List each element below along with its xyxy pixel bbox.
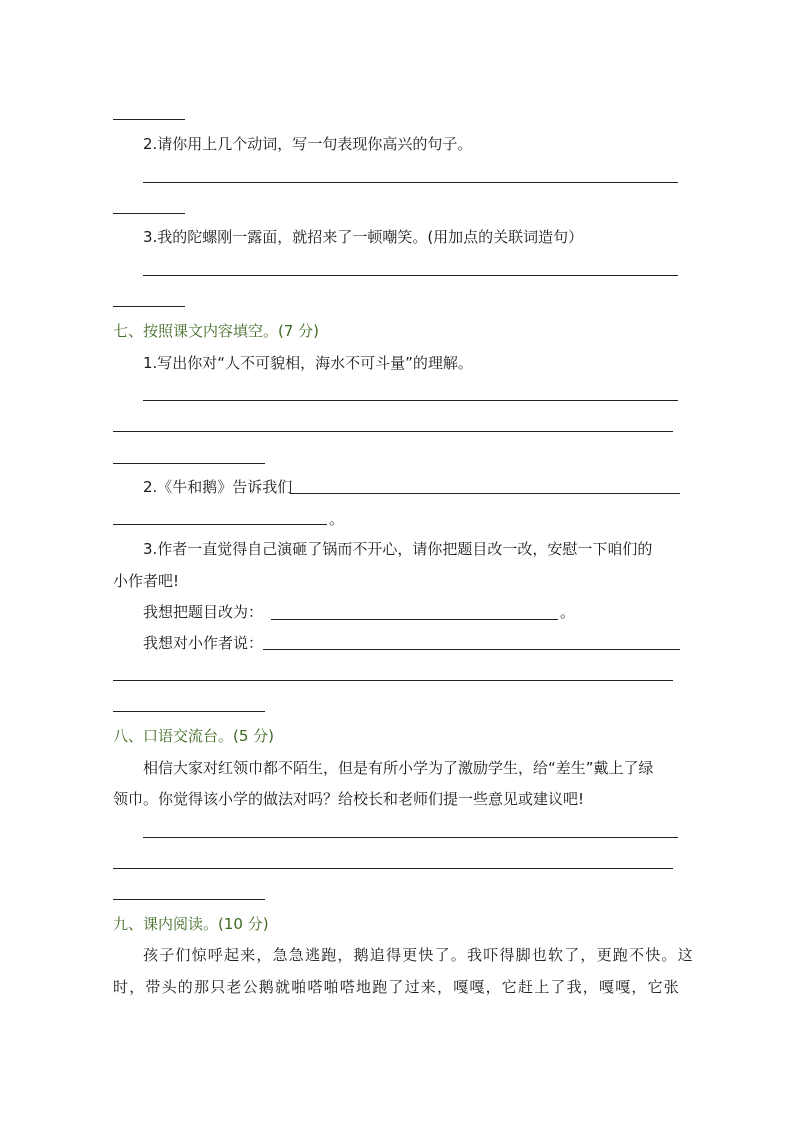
answer-line[interactable]: [113, 306, 185, 307]
q7-say-prompt: 我想对小作者说：: [143, 634, 264, 652]
answer-line[interactable]: [113, 463, 265, 464]
q8-para-line1: 相信大家对红领巾都不陌生，但是有所小学为了激励学生，给“差生”戴上了绿: [143, 759, 654, 777]
answer-line[interactable]: [271, 619, 558, 620]
q9-para-line1: 孩子们惊呼起来，急急逃跑，鹅追得更快了。我吓得脚也软了，更跑不快。这: [143, 946, 694, 964]
answer-line[interactable]: [113, 119, 185, 120]
answer-line[interactable]: [113, 868, 673, 869]
q7-item2-text: 2.《牛和鹅》告诉我们: [143, 478, 293, 496]
q6-item2-text: 2.请你用上几个动词，写一句表现你高兴的句子。: [143, 135, 473, 153]
answer-line[interactable]: [113, 899, 265, 900]
q7-heading: 七、按照课文内容填空。(7 分): [113, 322, 320, 340]
q7-title-end: 。: [560, 603, 576, 621]
q7-item3-line2: 小作者吧!: [113, 572, 180, 590]
q9-heading: 九、课内阅读。(10 分): [113, 915, 269, 933]
q7-item3-line1: 3.作者一直觉得自己演砸了锅而不开心，请你把题目改一改，安慰一下咱们的: [143, 540, 653, 558]
answer-line[interactable]: [143, 182, 678, 183]
q7-item1-text: 1.写出你对“人不可貌相，海水不可斗量”的理解。: [143, 354, 473, 372]
answer-line[interactable]: [113, 680, 673, 681]
q6-item3-text: 3.我的陀螺刚一露面，就招来了一顿嘲笑。(用加点的关联词造句）: [143, 228, 584, 246]
answer-line[interactable]: [113, 213, 185, 214]
answer-line[interactable]: [143, 837, 678, 838]
answer-line[interactable]: [113, 431, 673, 432]
q7-item2-end: 。: [329, 510, 345, 528]
q8-heading: 八、口语交流台。(5 分): [113, 727, 275, 745]
answer-line[interactable]: [143, 275, 678, 276]
answer-line[interactable]: [113, 524, 327, 525]
q7-title-prompt: 我想把题目改为：: [143, 603, 264, 621]
answer-line[interactable]: [113, 711, 265, 712]
answer-line[interactable]: [263, 649, 680, 650]
answer-line[interactable]: [290, 493, 680, 494]
q9-para-line2: 时，带头的那只老公鹅就啪嗒啪嗒地跑了过来，嘎嘎，它赶上了我，嘎嘎，它张: [113, 978, 681, 996]
answer-line[interactable]: [143, 400, 678, 401]
q8-para-line2: 领巾。你觉得该小学的做法对吗？给校长和老师们提一些意见或建议吧!: [113, 790, 585, 808]
